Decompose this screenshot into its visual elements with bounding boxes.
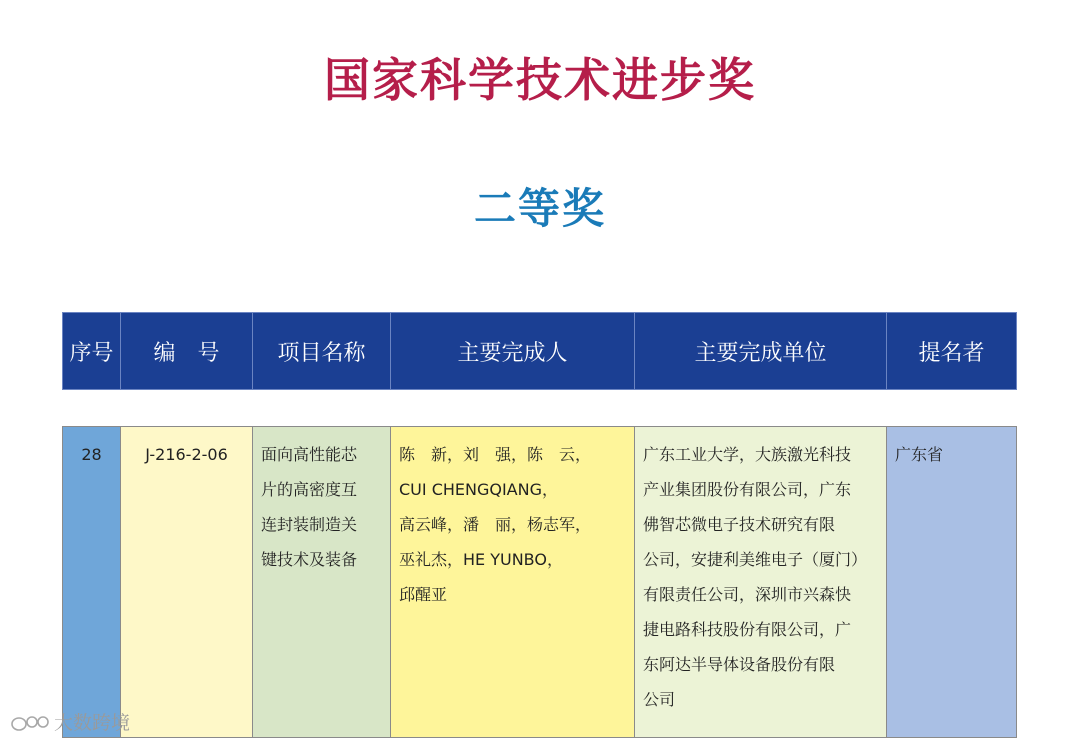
cell-people — [391, 427, 635, 738]
award-table — [62, 312, 1017, 738]
table-row — [63, 427, 1017, 738]
table-header-row — [63, 313, 1017, 390]
page-title: 国家科学技术进步奖 — [324, 53, 756, 107]
people-line: 高云峰，潘 丽，杨志军， — [399, 515, 592, 534]
unit-line: 佛智芯微电子技术研究有限 — [643, 515, 836, 534]
award-level: 二等奖 — [473, 184, 606, 233]
cell-index: 28 — [63, 427, 121, 738]
people-line: 巫礼杰，HE YUNBO， — [399, 550, 563, 569]
header-project: 项目名称 — [253, 313, 391, 390]
unit-line: 东阿达半导体设备股份有限 — [643, 655, 836, 674]
unit-line: 公司，安捷利美维电子（厦门） — [643, 550, 868, 569]
project-line: 连封装制造关 — [261, 515, 358, 534]
cell-project — [253, 427, 391, 738]
header-units: 主要完成单位 — [635, 313, 887, 390]
cell-code: J-216-2-06 — [121, 427, 253, 738]
watermark-text: 大数跨境 — [54, 712, 131, 734]
cell-units — [635, 427, 887, 738]
header-index: 序号 — [63, 313, 121, 390]
header-nominator: 提名者 — [887, 313, 1017, 390]
people-line: 邱醒亚 — [399, 585, 448, 604]
people-line: 陈 新，刘 强，陈 云， — [399, 445, 592, 464]
unit-line: 广东工业大学，大族激光科技 — [643, 445, 852, 464]
project-line: 片的高密度互 — [261, 480, 358, 499]
project-line: 键技术及装备 — [261, 550, 358, 569]
header-people: 主要完成人 — [391, 313, 635, 390]
header-code: 编 号 — [121, 313, 253, 390]
cell-nominator: 广东省 — [887, 427, 1017, 738]
watermark — [10, 708, 130, 735]
people-line: CUI CHENGQIANG， — [399, 480, 558, 499]
unit-line: 公司 — [643, 690, 676, 709]
project-line: 面向高性能芯 — [261, 445, 358, 464]
unit-line: 有限责任公司，深圳市兴森快 — [643, 585, 852, 604]
unit-line: 产业集团股份有限公司，广东 — [643, 480, 852, 499]
unit-line: 捷电路科技股份有限公司，广 — [643, 620, 852, 639]
weibo-icon — [10, 711, 50, 733]
